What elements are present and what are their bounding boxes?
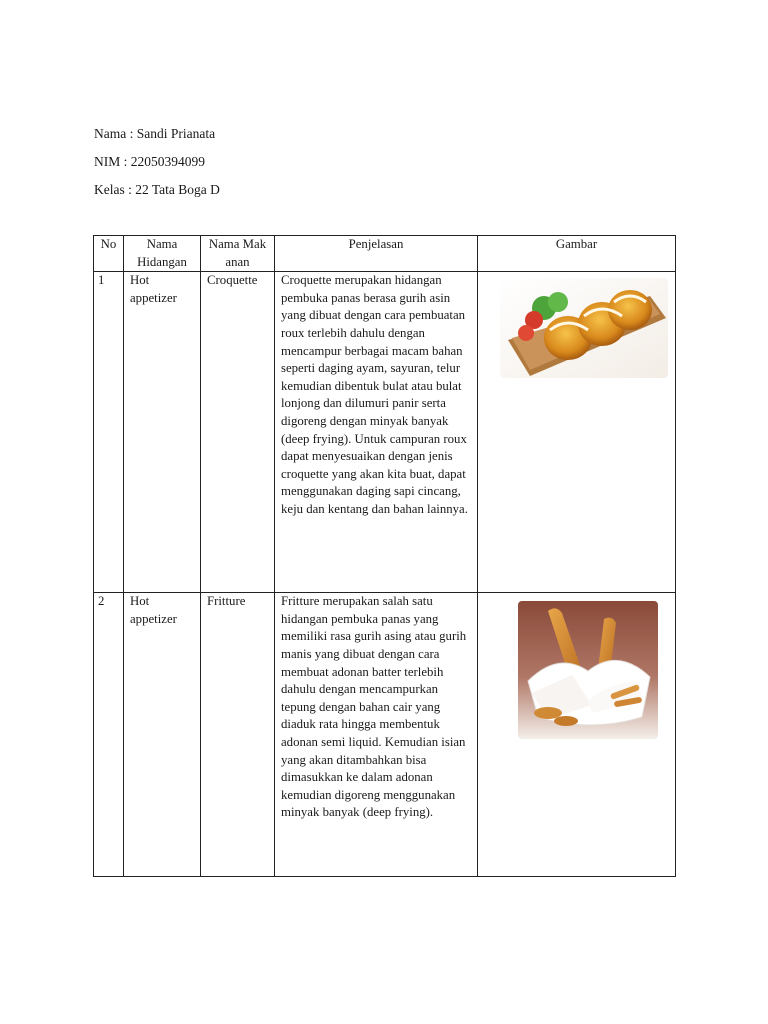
table-row bbox=[94, 593, 676, 877]
croquette-image bbox=[500, 278, 668, 378]
fritture-photo-icon bbox=[518, 601, 658, 739]
row-penjelasan: Fritture merupakan salah satu hidangan pembuka panas yang memiliki rasa gurih asing atau gurih manis yang dibuat dengan cara membuat adonan batter terlebih dahulu dengan mencampurkan tepung dengan bahan cair yang diaduk rata hingga membentuk adonan semi liquid. Kemudian isian yang akan ditambahkan bisa dimasukkan ke dalam adonan kemudian digoreng menggunakan minyak banyak (deep frying). bbox=[275, 593, 478, 877]
row-gambar bbox=[478, 593, 676, 877]
row-penjelasan: Croquette merupakan hidangan pembuka panas berasa gurih asin yang dibuat dengan cara pembuatan roux terlebih dahulu dengan mencampur berbagai macam bahan seperti daging ayam, sayuran, telur kemudian dibentuk bulat atau bulat lonjong dan dilumuri panir serta digoreng dengan minyak banyak (deep frying). Untuk campuran roux dapat menyesuaikan dengan jenis croquette yang akan kita buat, dapat menggunakan daging sapi cincang, keju dan kentang dan bahan lainnya. bbox=[275, 272, 478, 593]
row-nama-makanan: Croquette bbox=[201, 272, 275, 593]
header-nama-hidangan: Nama Hidangan bbox=[124, 236, 201, 272]
row-no: 2 bbox=[94, 593, 124, 877]
croquette-photo-icon bbox=[500, 278, 668, 378]
row-nama-makanan: Fritture bbox=[201, 593, 275, 877]
student-name: Nama : Sandi Prianata bbox=[94, 126, 216, 141]
student-nim: NIM : 22050394099 bbox=[94, 154, 205, 169]
row-nama-hidangan: Hot appetizer bbox=[124, 593, 201, 877]
row-no: 1 bbox=[94, 272, 124, 593]
student-class: Kelas : 22 Tata Boga D bbox=[94, 182, 220, 197]
header-nama-makanan: Nama Makanan bbox=[201, 236, 275, 272]
fritture-image bbox=[518, 601, 658, 739]
table-row bbox=[94, 272, 676, 593]
dish-table bbox=[93, 235, 676, 877]
table-header-row bbox=[94, 236, 676, 272]
header-penjelasan: Penjelasan bbox=[275, 236, 478, 272]
row-gambar bbox=[478, 272, 676, 593]
header-gambar: Gambar bbox=[478, 236, 676, 272]
row-nama-hidangan: Hot appetizer bbox=[124, 272, 201, 593]
header-no: No bbox=[94, 236, 124, 272]
